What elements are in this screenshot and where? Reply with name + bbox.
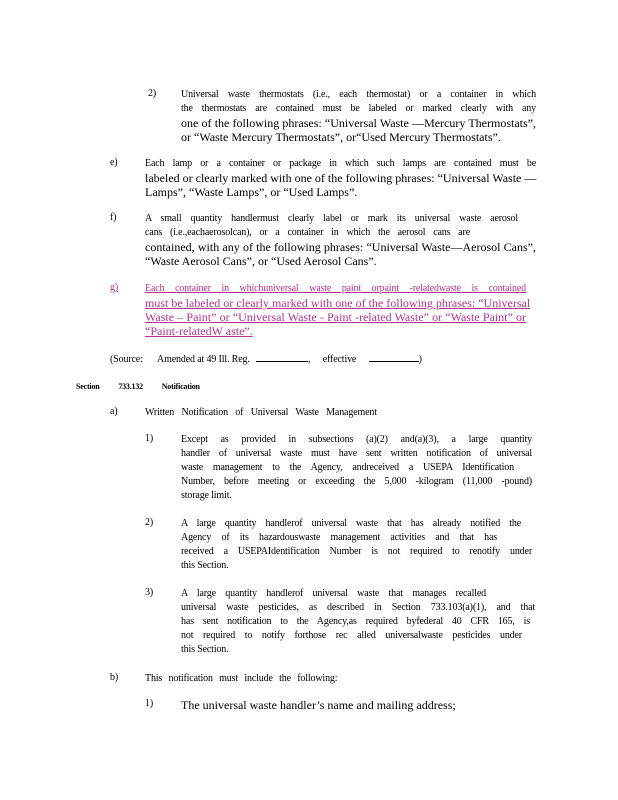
paragraph-line: storage limit. bbox=[181, 490, 232, 501]
paragraph-line: handler of universal waste must have sent written notification of universal bbox=[181, 448, 532, 459]
paragraph-line: Each lamp or a container or package in which such lamps are contained must be bbox=[145, 158, 536, 169]
paragraph-line: or “Waste Mercury Thermostats”, or“Used Mercury Thermostats”. bbox=[181, 130, 501, 144]
paragraph-line: this Section. bbox=[181, 644, 229, 655]
paragraph-line: Agency of its hazardouswaste management activities and that has bbox=[181, 532, 497, 543]
paragraph-line: A large quantity handlerof universal waste that has already notified the bbox=[181, 518, 521, 529]
paragraph-line: not required to notify forthose rec alled universalwaste pesticides under bbox=[181, 630, 522, 641]
paragraph-line: Number, before meeting or exceeding the 5,000 -kilogram (11,000 -pound) bbox=[181, 476, 532, 487]
paragraph-line: cans (i.e.,eachaerosolcan), or a container in which the aerosol cans are bbox=[145, 227, 470, 238]
item-number: 2) bbox=[145, 517, 154, 528]
item-number: 1) bbox=[145, 698, 154, 709]
notification-contents-heading: This notification must include the following: bbox=[145, 673, 338, 684]
paragraph-line: Lamps”, “Waste Lamps”, or “Used Lamps”. bbox=[145, 185, 358, 199]
paragraph-line: Waste – Paint” or “Universal Waste - Paint -related Waste” or “Waste Paint” or bbox=[145, 310, 526, 324]
item-number: b) bbox=[110, 672, 119, 683]
paragraph-line: Each container in whichuniversal waste paint orpaint -relatedwaste is contained bbox=[145, 283, 526, 294]
paragraph-line: labeled or clearly marked with one of the following phrases: “Universal Waste — bbox=[145, 171, 537, 185]
paragraph-line: waste management to the Agency, andreceived a USEPA Identification bbox=[181, 462, 514, 473]
paragraph-line: universal waste pesticides, as described in Section 733.103(a)(1), and that bbox=[181, 602, 535, 613]
section-heading bbox=[76, 380, 200, 394]
paragraph-line: must be labeled or clearly marked with one of the following phrases: “Universal bbox=[145, 296, 531, 310]
item-number: g) bbox=[110, 282, 119, 293]
effective-date-blank bbox=[369, 352, 419, 362]
thermostat-labeling-paragraph bbox=[181, 88, 536, 144]
lamp-labeling-paragraph bbox=[145, 157, 536, 199]
item-number: a) bbox=[110, 406, 118, 417]
paragraph-line: this Section. bbox=[181, 560, 229, 571]
item-number: 1) bbox=[145, 433, 154, 444]
written-notification-heading: Written Notification of Universal Waste Management bbox=[145, 407, 377, 418]
source-text: Amended at 49 Ill. Reg. bbox=[157, 354, 250, 365]
item-number: e) bbox=[110, 157, 118, 168]
paragraph-line: “Paint-relatedW aste”. bbox=[145, 324, 253, 338]
source-comma: , bbox=[308, 354, 311, 365]
large-handler-notification-paragraph bbox=[181, 433, 532, 503]
paragraph-line: Except as provided in subsections (a)(2) and(a)(3), a large quantity bbox=[181, 434, 532, 445]
source-close: ) bbox=[418, 354, 422, 365]
item-number: f) bbox=[110, 212, 117, 223]
section-title: Notification bbox=[161, 382, 200, 391]
aerosol-labeling-paragraph bbox=[145, 212, 536, 268]
already-notified-paragraph bbox=[181, 517, 532, 573]
paragraph-line: one of the following phrases: “Universal Waste —Mercury Thermostats”, bbox=[181, 116, 536, 130]
paragraph-line: “Waste Aerosol Cans”, or “Used Aerosol Cans”. bbox=[145, 254, 377, 268]
paragraph-line: received a USEPAIdentification Number is not required to renotify under bbox=[181, 546, 532, 557]
source-prefix: (Source: bbox=[110, 354, 143, 365]
handler-name-address-line: The universal waste handler’s name and mailing address; bbox=[181, 698, 456, 712]
register-blank bbox=[256, 352, 308, 362]
section-label: Section bbox=[76, 382, 100, 391]
source-effective: effective bbox=[322, 354, 357, 365]
paragraph-line: A large quantity handlerof universal waste that manages recalled bbox=[181, 588, 486, 599]
paragraph-line: Universal waste thermostats (i.e., each thermostat) or a container in which bbox=[181, 89, 536, 100]
source-note bbox=[110, 352, 422, 367]
paragraph-line: the thermostats are contained must be labeled or marked clearly with any bbox=[181, 103, 536, 114]
paragraph-line: has sent notification to the Agency,as required byfederal 40 CFR 165, is bbox=[181, 616, 530, 627]
item-number: 2) bbox=[148, 88, 157, 99]
paragraph-line: A small quantity handlermust clearly label or mark its universal waste aerosol bbox=[145, 213, 518, 224]
section-number: 733.132 bbox=[118, 382, 143, 391]
recalled-pesticides-paragraph bbox=[181, 587, 535, 657]
item-number: 3) bbox=[145, 587, 154, 598]
paragraph-line: contained, with any of the following phrases: “Universal Waste—Aerosol Cans”, bbox=[145, 240, 536, 254]
paint-labeling-paragraph bbox=[145, 282, 531, 338]
